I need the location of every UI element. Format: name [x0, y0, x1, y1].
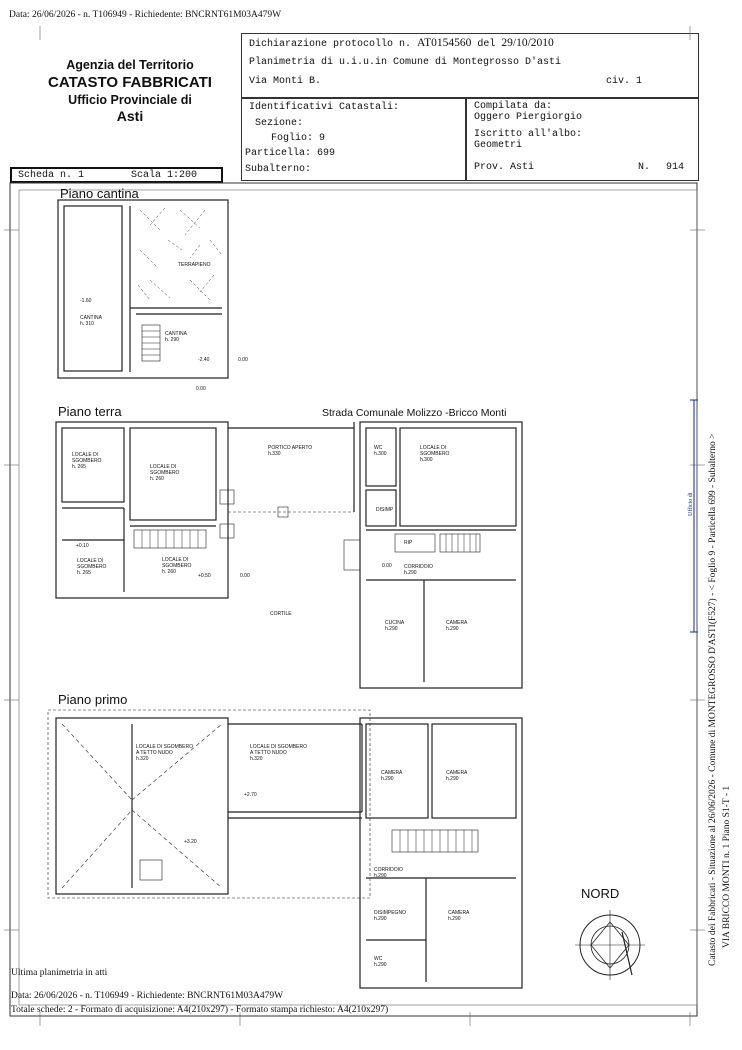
- level-p2: +3.20: [184, 839, 197, 845]
- civic-number: civ. 1: [606, 76, 643, 87]
- level-p1: +2.70: [244, 792, 257, 798]
- footer-request-info: Data: 26/06/2026 - n. T106949 - Richiedente: BNCRNT61M03A479W: [11, 991, 284, 1001]
- room-cantina-2: CANTINA h. 290: [165, 331, 187, 343]
- room-ls1: LOCALE DI SGOMBERO h. 265: [72, 452, 102, 470]
- room-cantina-1: CANTINA h. 310: [80, 315, 102, 327]
- primo-title: Piano primo: [58, 692, 128, 707]
- cantina-plan: [58, 200, 228, 378]
- level-c4: 0.00: [196, 386, 206, 392]
- terra-plan: [56, 422, 522, 688]
- room-ls5: LOCALE DI SGOMBERO h. 260: [162, 557, 192, 575]
- protocol-date: 29/10/2010: [501, 37, 554, 49]
- cantina-title: Piano cantina: [60, 186, 139, 201]
- level-t3: 0.00: [240, 573, 250, 579]
- room-ls3: LOCALE DI SGOMBERO h.300: [420, 445, 450, 463]
- last-plan-note: Ultima planimetria in atti: [11, 968, 108, 978]
- province: Prov. Asti: [474, 162, 535, 173]
- room-terrapieno: TERRAPIENO: [178, 262, 211, 268]
- terrapieno-hatch: [138, 208, 222, 300]
- level-c3: 0.00: [238, 357, 248, 363]
- footer-format-info: Totale schede: 2 - Formato di acquisizione: A4(210x297) - Formato stampa richiesto: A4(210x297): [11, 1005, 389, 1015]
- protocol-number: AT0154560: [417, 37, 472, 49]
- register-n-value: 914: [666, 162, 685, 173]
- level-t2: +0.50: [198, 573, 211, 579]
- level-t1: +0.10: [76, 543, 89, 549]
- terra-title: Piano terra: [58, 404, 122, 419]
- office-city: Asti: [116, 108, 144, 124]
- north-label: NORD: [581, 886, 620, 901]
- side-cadastre-info: Catasto dei Fabbricati - Situazione al 26/06/2026 - Comune di MONTEGROSSO D'ASTI(F527) - < Foglio 9 - Particella 699 - Subalterno >: [708, 433, 718, 966]
- protocol-del: del: [477, 39, 496, 50]
- sezione: Sezione:: [255, 118, 304, 129]
- area-cortile: CORTILE: [270, 611, 292, 617]
- room-ls4: LOCALE DI SGOMBERO h. 265: [77, 558, 107, 576]
- room-pp-camera-1: CAMERA h.290: [381, 770, 403, 782]
- room-pp-wc: WC h.290: [374, 956, 387, 968]
- room-pp-corridoio: CORRIDOIO h.290: [374, 867, 403, 879]
- room-corridoio: CORRIDOIO h.290: [404, 564, 433, 576]
- scheda-number: Scheda n. 1: [18, 170, 85, 181]
- room-ls2: LOCALE DI SGOMBERO h. 260: [150, 464, 180, 482]
- planimetry-line: Planimetria di u.i.u.in Comune di Montegrosso D'asti: [249, 57, 562, 68]
- frame-ticks: [4, 26, 705, 1026]
- room-disimp: DISIMP: [376, 507, 394, 513]
- room-wc: WC h.300: [374, 445, 387, 457]
- side-stamp: Ufficio di: [688, 492, 694, 516]
- compiler-name: Oggero Piergiorgio: [474, 112, 583, 123]
- side-address-info: VIA BRICCO MONTI n. 1 Piano S1-T - 1: [722, 785, 732, 948]
- level-c1: -1.60: [80, 298, 92, 304]
- address: Via Monti B.: [249, 76, 322, 87]
- room-pp-camera-2: CAMERA h.290: [446, 770, 468, 782]
- albo-value: Geometri: [474, 140, 523, 151]
- room-rip: RIP: [404, 540, 413, 546]
- protocol-label: Dichiarazione protocollo n.: [249, 39, 412, 50]
- catasto-title: CATASTO FABBRICATI: [48, 74, 212, 91]
- register-n-label: N.: [638, 162, 651, 173]
- particella: Particella: 699: [245, 148, 336, 159]
- room-portico: PORTICO APERTO h.330: [268, 445, 313, 457]
- level-t4: 0.00: [382, 563, 392, 569]
- agency-name: Agenzia del Territorio: [66, 58, 194, 72]
- room-pp-camera-3: CAMERA h.290: [448, 910, 470, 922]
- level-c2: -2.40: [198, 357, 210, 363]
- room-cucina: CUCINA h.290: [385, 620, 405, 632]
- north-arrow-icon: [575, 910, 645, 980]
- compiler-label: Compilata da:: [474, 101, 553, 112]
- foglio: Foglio: 9: [271, 133, 326, 144]
- request-info: Data: 26/06/2026 - n. T106949 - Richiedente: BNCRNT61M03A479W: [9, 10, 282, 20]
- road-name: Strada Comunale Molizzo -Bricco Monti: [322, 407, 507, 419]
- office-label: Ufficio Provinciale di: [68, 93, 192, 107]
- room-camera-1: CAMERA h.290: [446, 620, 468, 632]
- room-pp-ls1: LOCALE DI SGOMBERO A TETTO NUDO h.320: [136, 744, 193, 762]
- room-pp-ls2: LOCALE DI SGOMBERO A TETTO NUDO h.320: [250, 744, 307, 762]
- subalterno: Subalterno:: [245, 164, 312, 175]
- scale: Scala 1:200: [131, 170, 198, 181]
- identifiers-title: Identificativi Catastali:: [249, 102, 400, 113]
- room-pp-disimpegno: DISIMPEGNO h.290: [374, 910, 406, 922]
- albo-label: Iscritto all'albo:: [474, 129, 583, 140]
